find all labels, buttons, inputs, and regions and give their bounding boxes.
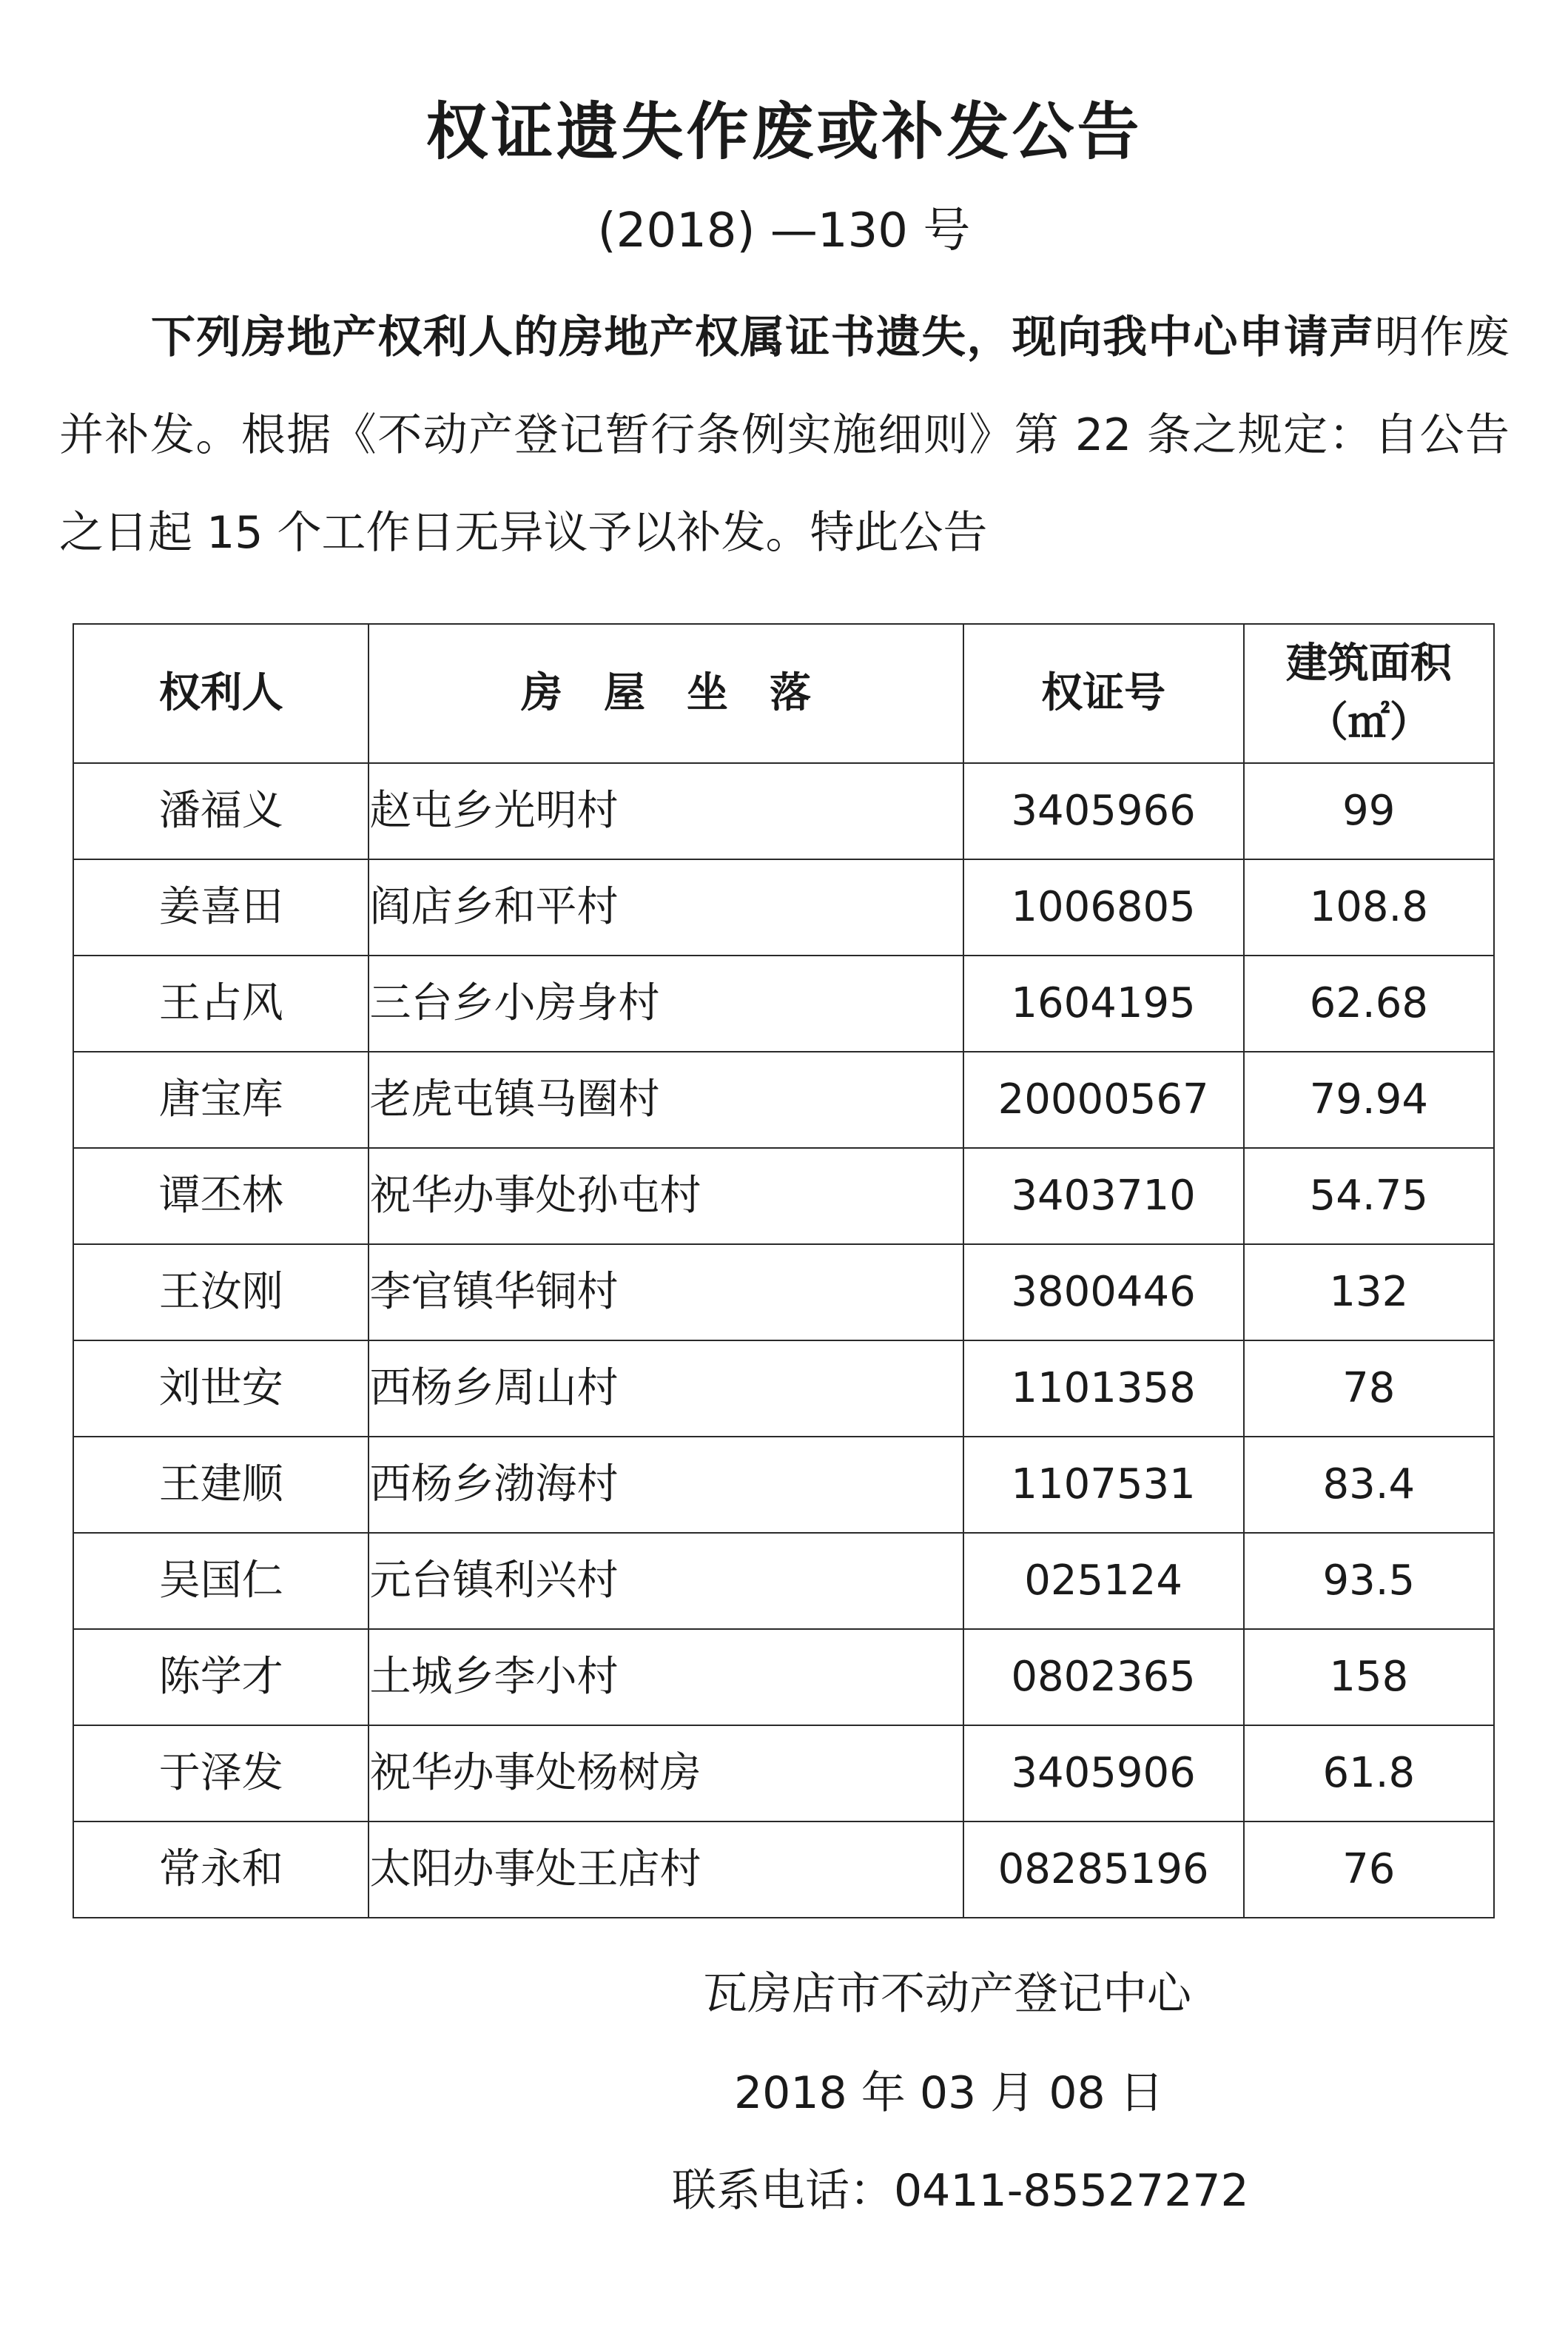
cell-area: 93.5 <box>1244 1533 1494 1629</box>
cell-owner: 常永和 <box>73 1821 369 1918</box>
header-owner: 权利人 <box>73 624 369 763</box>
header-cert: 权证号 <box>963 624 1244 763</box>
cell-area: 78 <box>1244 1340 1494 1437</box>
notice-body <box>59 289 1510 582</box>
cell-cert-number: 025124 <box>963 1533 1244 1629</box>
cell-cert-number: 3800446 <box>963 1244 1244 1340</box>
cell-owner: 姜喜田 <box>73 859 369 956</box>
cell-owner: 谭丕林 <box>73 1148 369 1244</box>
cell-owner: 吴国仁 <box>73 1533 369 1629</box>
cell-area: 76 <box>1244 1821 1494 1918</box>
cell-location: 土城乡李小村 <box>369 1629 963 1725</box>
cell-cert-number: 20000567 <box>963 1052 1244 1148</box>
table-row <box>73 859 1494 956</box>
cell-owner: 于泽发 <box>73 1725 369 1821</box>
cell-location: 西杨乡渤海村 <box>369 1437 963 1533</box>
cell-area: 108.8 <box>1244 859 1494 956</box>
cell-location: 元台镇利兴村 <box>369 1533 963 1629</box>
table-row <box>73 1821 1494 1918</box>
table-row <box>73 1533 1494 1629</box>
header-area-line2: （㎡） <box>1306 699 1431 747</box>
footer-date: 2018 年 03 月 08 日 <box>734 2067 1164 2119</box>
header-area <box>1244 624 1494 763</box>
table-row <box>73 1437 1494 1533</box>
cell-owner: 潘福义 <box>73 763 369 859</box>
cell-owner: 陈学才 <box>73 1629 369 1725</box>
table-row <box>73 956 1494 1052</box>
cell-cert-number: 3405966 <box>963 763 1244 859</box>
cell-location: 三台乡小房身村 <box>369 956 963 1052</box>
footer-phone: 联系电话：0411-85527272 <box>672 2165 1249 2217</box>
records-table <box>73 623 1495 1918</box>
table-row <box>73 1052 1494 1148</box>
table-row <box>73 1629 1494 1725</box>
cell-cert-number: 1604195 <box>963 956 1244 1052</box>
cell-cert-number: 3403710 <box>963 1148 1244 1244</box>
cell-area: 79.94 <box>1244 1052 1494 1148</box>
table-body <box>73 763 1494 1918</box>
cell-location: 李官镇华铜村 <box>369 1244 963 1340</box>
notice-body-rest: 明作废并补发。根据《不动产登记暂行条例实施细则》第 22 条之规定：自公告之日起 15 个工作日无异议予以补发。特此公告 <box>59 312 1510 559</box>
cell-cert-number: 3405906 <box>963 1725 1244 1821</box>
notice-body-lead: 下列房地产权利人的房地产权属证书遗失，现向我中心申请声 <box>151 312 1375 363</box>
cell-location: 西杨乡周山村 <box>369 1340 963 1437</box>
cell-cert-number: 0802365 <box>963 1629 1244 1725</box>
cell-area: 132 <box>1244 1244 1494 1340</box>
footer-organization: 瓦房店市不动产登记中心 <box>703 1968 1191 2020</box>
cell-area: 99 <box>1244 763 1494 859</box>
cell-location: 老虎屯镇马圈村 <box>369 1052 963 1148</box>
table-row <box>73 1340 1494 1437</box>
table-row <box>73 1725 1494 1821</box>
cell-location: 祝华办事处孙屯村 <box>369 1148 963 1244</box>
cell-cert-number: 1006805 <box>963 859 1244 956</box>
notice-number: (2018) —130 号 <box>597 204 971 258</box>
header-location: 房 屋 坐 落 <box>369 624 963 763</box>
header-area-line1: 建筑面积 <box>1285 639 1452 688</box>
notice-title: 权证遗失作废或补发公告 <box>425 95 1143 168</box>
cell-area: 54.75 <box>1244 1148 1494 1244</box>
cell-area: 158 <box>1244 1629 1494 1725</box>
table-row <box>73 1244 1494 1340</box>
table-row <box>73 763 1494 859</box>
cell-owner: 王建顺 <box>73 1437 369 1533</box>
cell-location: 祝华办事处杨树房 <box>369 1725 963 1821</box>
cell-owner: 唐宝库 <box>73 1052 369 1148</box>
cell-location: 阎店乡和平村 <box>369 859 963 956</box>
cell-area: 61.8 <box>1244 1725 1494 1821</box>
table-header-row <box>73 624 1494 763</box>
cell-cert-number: 1107531 <box>963 1437 1244 1533</box>
cell-area: 83.4 <box>1244 1437 1494 1533</box>
cell-owner: 王汝刚 <box>73 1244 369 1340</box>
cell-owner: 刘世安 <box>73 1340 369 1437</box>
cell-cert-number: 1101358 <box>963 1340 1244 1437</box>
cell-location: 太阳办事处王店村 <box>369 1821 963 1918</box>
cell-location: 赵屯乡光明村 <box>369 763 963 859</box>
table-row <box>73 1148 1494 1244</box>
cell-owner: 王占风 <box>73 956 369 1052</box>
cell-cert-number: 08285196 <box>963 1821 1244 1918</box>
cell-area: 62.68 <box>1244 956 1494 1052</box>
